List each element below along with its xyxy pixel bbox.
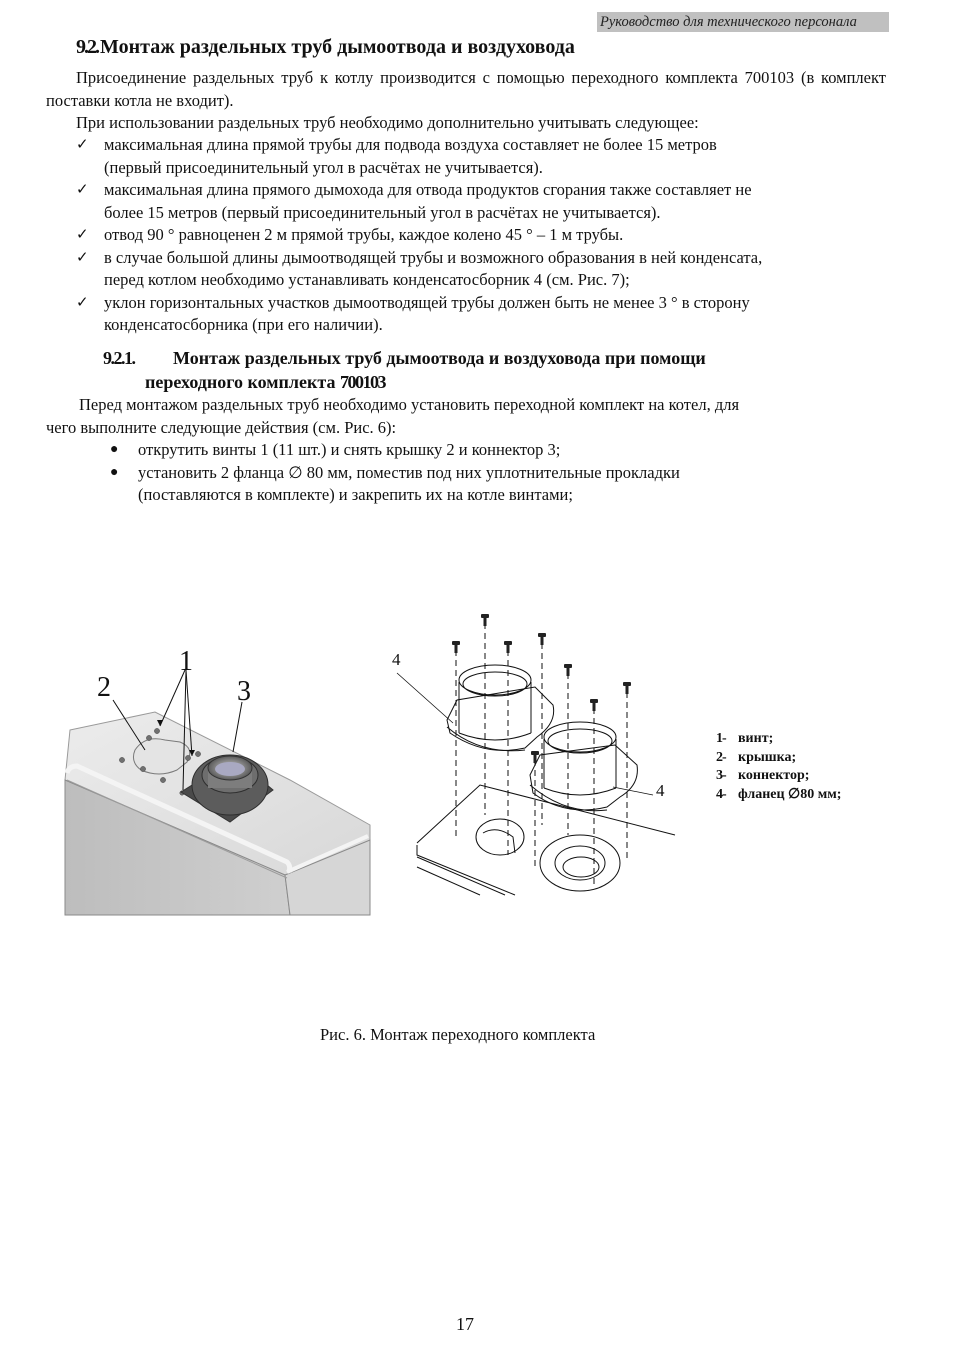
bullet-icon: ● xyxy=(110,442,119,457)
subsection-title-line2: переходного комплекта xyxy=(145,372,340,392)
callout-4-right: 4 xyxy=(656,781,665,800)
condition-item: ✓ в случае большой длины дымоотводящей трубы и возможного образования в ней конденсата, перед котлом необходимо устанавливать конденсатосборник 4 (см. Рис. 7); xyxy=(76,247,763,289)
legend-item: 3- коннектор; xyxy=(716,768,810,783)
check-icon: ✓ xyxy=(76,137,89,153)
condition-item: ✓ максимальная длина прямого дымохода для отвода продуктов сгорания также составляет не более 15 метров (первый присоединительный угол в расчётах не учитывается). xyxy=(76,180,752,222)
section-number: 9.2. xyxy=(76,36,98,58)
callout-4-left: 4 xyxy=(392,650,401,669)
section-title: Монтаж раздельных труб дымоотвода и воздуховода xyxy=(100,36,575,58)
legend-item: 2- крышка; xyxy=(716,749,797,765)
check-icon: ✓ xyxy=(76,294,89,311)
figure-boiler-top xyxy=(55,640,375,920)
figure-caption: Рис. 6. Монтаж переходного комплекта xyxy=(320,1025,596,1044)
flange-exploded-illustration xyxy=(385,605,685,900)
callout-1: 1 xyxy=(179,646,193,677)
section-heading xyxy=(76,36,575,59)
condition-item: ✓ отвод 90 ° равноценен 2 м прямой трубы, каждое колено 45 ° – 1 м трубы. xyxy=(76,224,886,247)
callout-3: 3 xyxy=(237,676,251,707)
subsection-number: 9.2.1. xyxy=(103,348,135,368)
conditions-lead: При использовании раздельных труб необходимо дополнительно учитывать следующее: xyxy=(76,113,699,132)
condition-item: ✓ максимальная длина прямой трубы для подвода воздуха составляет не более 15 метров (первый присоединительный угол в расчётах не учитывается). xyxy=(76,135,717,177)
steps-list xyxy=(110,439,870,507)
running-header: Руководство для технического персонала xyxy=(597,12,889,32)
check-icon: ✓ xyxy=(76,249,89,266)
step-item: ● открутить винты 1 (11 шт.) и снять крышку 2 и коннектор 3; xyxy=(110,439,870,462)
bullet-icon: ● xyxy=(110,464,119,480)
figure-legend xyxy=(716,730,841,804)
callout-2: 2 xyxy=(97,672,111,703)
legend-item: 4- фланец ∅80 мм; xyxy=(716,786,842,802)
kit-code: 700103 xyxy=(339,372,385,392)
subsection-title-line1: Монтаж раздельных труб дымоотвода и воздуховода при помощи xyxy=(173,348,706,368)
page-number: 17 xyxy=(456,1314,474,1334)
boiler-illustration xyxy=(55,640,375,920)
section-intro: Присоединение раздельных труб к котлу производится с помощью переходного комплекта 700103 (в комплект поставки котла не входит). xyxy=(46,68,886,110)
figure-flange-install xyxy=(385,605,685,900)
step-item: ● установить 2 фланца ∅ 80 мм, поместив под них уплотнительные прокладки (поставляются в комплекте) и закрепить их на котле винтами; xyxy=(110,462,680,504)
check-icon: ✓ xyxy=(76,227,89,243)
condition-item: ✓ уклон горизонтальных участков дымоотводящей трубы должен быть не менее 3 ° в сторону конденсатосборника (при его наличии). xyxy=(76,292,750,334)
conditions-list xyxy=(76,134,886,337)
legend-item: 1- винт; xyxy=(716,731,774,746)
subsection-heading xyxy=(103,346,863,394)
check-icon: ✓ xyxy=(76,182,89,198)
subsection-intro: Перед монтажом раздельных труб необходимо установить переходной комплект на котел, для чего выполните следующие действия (см. Рис. 6): xyxy=(46,395,740,437)
